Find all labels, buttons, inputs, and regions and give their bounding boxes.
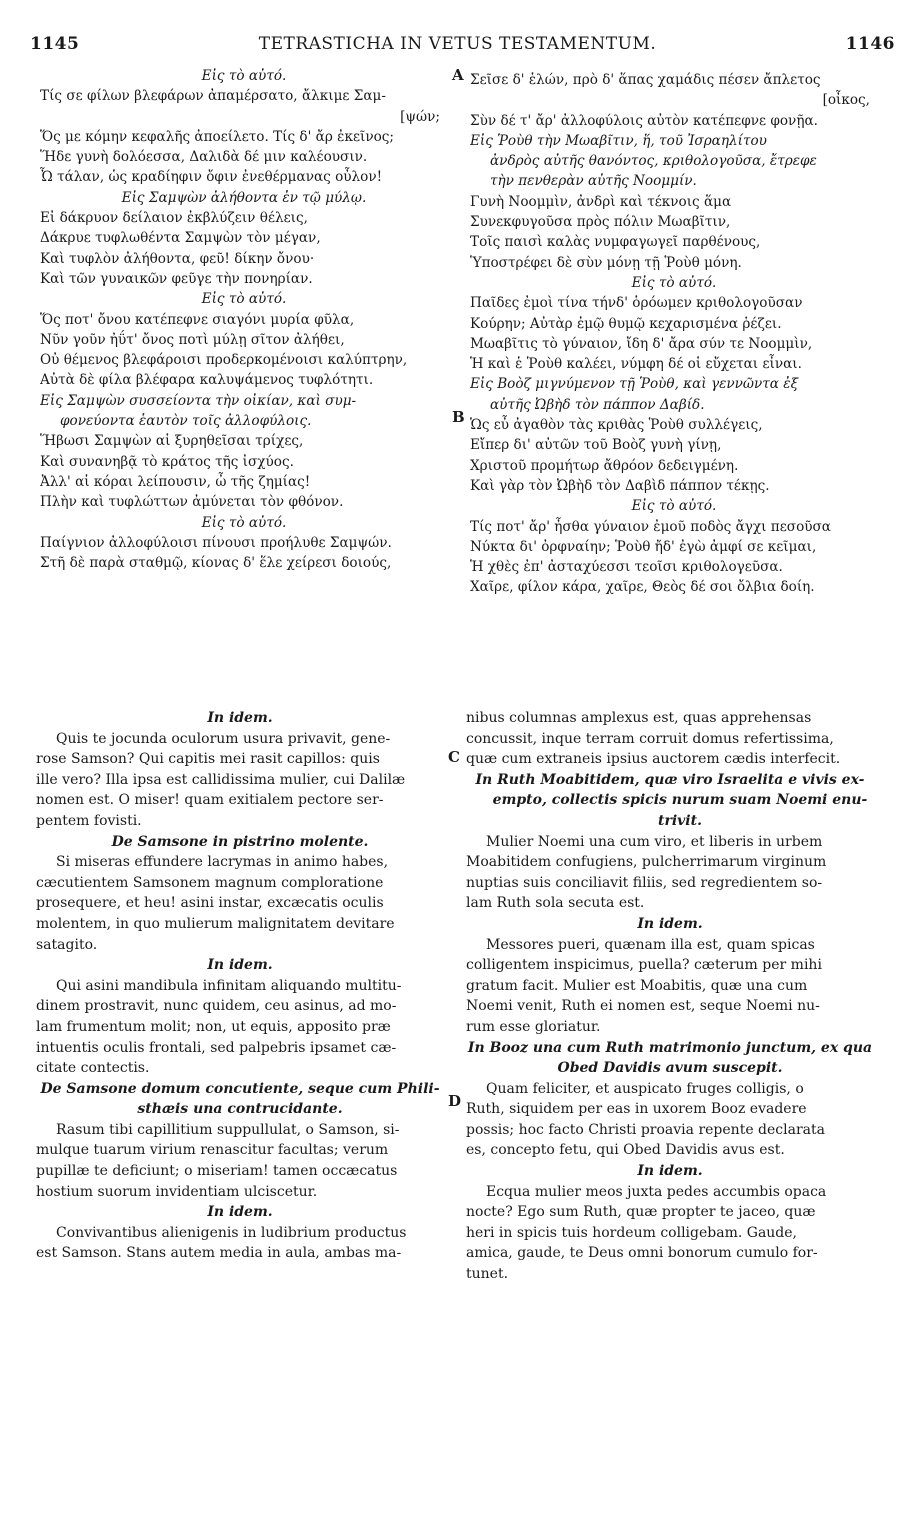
text-line: Καὶ τυφλὸν ἀλήθοντα, φεῦ! δίκην ὄνου· [40,250,315,267]
section-heading: In idem. [637,1163,703,1180]
text-line: ille vero? Illa ipsa est callidissima mulier, cui Dalilæ [36,771,406,788]
running-title: TETRASTICHA IN VETUS TESTAMENTUM. [258,34,657,54]
text-line: molentem, in quo mulierum malignitatem devitare [36,915,395,932]
text-line: Noemi venit, Ruth ei nomen est, seque Noemi nu- [466,998,820,1015]
page-number-right: 1146 [845,34,895,54]
text-line: Οὐ θέμενος βλεφάροισι προδερκομένοισι καλύπτρην, [40,352,408,369]
text-line: pentem fovisti. [36,812,142,829]
text-line: Ἀλλ' αἱ κόραι λείπουσιν, ὦ τῆς ζημίας! [40,473,311,490]
text-line: intuentis oculis frontali, sed palpebris ipsamet cæ- [36,1039,397,1056]
section-heading: φονεύοντα ἑαυτὸν τοῖς ἀλλοφύλοις. [60,413,312,430]
text-line: Ὅς με κόμην κεφαλῆς ἀποείλετο. Τίς δ' ἄρ ἐκεῖνος; [40,128,394,145]
section-heading: αὐτῆς Ὠβὴδ τὸν πάππον Δαβίδ. [490,396,705,413]
text-line: gratum facit. Mulier est Moabitis, quæ una cum [466,977,808,994]
text-line: Si miseras effundere lacrymas in animo habes, [56,854,389,871]
text-line: Τοῖς παισὶ καλὰς νυμφαγωγεῖ παρθένους, [470,234,761,251]
text-line: Χαῖρε, φίλον κάρα, χαῖρε, Θεὸς δέ σοι ὄλβια δοίη. [470,579,815,596]
section-heading: Εἰς Σαμψὼν ἀλήθοντα ἐν τῷ μύλῳ. [121,189,367,206]
text-line: rum esse gloriatur. [466,1018,601,1035]
text-line: Εἴπερ δι' αὐτῶν τοῦ Βοὸζ γυνὴ γίνῃ, [470,437,722,454]
text-line: Καὶ συνανηβᾷ τὸ κράτος τῆς ἰσχύος. [40,453,294,470]
section-heading: Obed Davidis avum suscepit. [557,1060,783,1077]
section-heading: In idem. [637,915,703,932]
text-line: cæcutientem Samsonem magnum comploratione [36,874,384,891]
text-line: nocte? Ego sum Ruth, quæ propter te jaceo, quæ [466,1204,816,1221]
text-line: Παίγνιον ἀλλοφύλοισι πίνουσι προήλυθε Σαμψών. [40,534,392,551]
text-line: pupillæ te deficiunt; o miseriam! tamen occæcatus [36,1163,398,1180]
section-heading: Εἰς τὸ αὐτό. [201,514,287,531]
greek-column-right [470,70,878,598]
section-heading: In idem. [207,957,273,974]
text-line: lam frumentum molit; non, ut equis, apposito præ [36,1018,391,1035]
text-line: Νῦν γοῦν ἠΰτ' ὄνος ποτὶ μύλῃ σῖτον ἀλήθει, [40,331,345,348]
text-line: nibus columnas amplexus est, quas apprehensas [466,710,812,726]
latin-column-left [36,708,444,1264]
text-line: est Samson. Stans autem media in aula, ambas ma- [36,1245,402,1262]
text-line: [οἶκος, [822,92,870,109]
section-heading: De Samsone domum concutiente, seque cum Phili- [40,1080,440,1097]
text-line: Messores pueri, quænam illa est, quam spicas [486,936,815,953]
text-line: Σὺν δέ τ' ἄρ' ἀλλοφύλοις αὐτὸν κατέπεφνε φονῇα. [470,112,818,129]
text-line: Ἥβωσι Σαμψὼν αἱ ξυρηθεῖσαι τρίχες, [40,433,304,450]
text-line: colligentem inspicimus, puella? cæterum per mihi [466,957,822,974]
section-heading: empto, collectis spicis nurum suam Noemi enu- [492,792,868,809]
text-line: Ruth, siquidem per eas in uxorem Booz evadere [466,1101,807,1118]
margin-letter-d: D [448,1092,462,1110]
text-line: Ecqua mulier meos juxta pedes accumbis opaca [486,1183,827,1200]
margin-letter-b: B [452,408,465,426]
text-line: Mulier Noemi una cum viro, et liberis in urbem [486,833,823,850]
section-heading: Εἰς τὸ αὐτό. [631,274,717,291]
text-line: Κούρην; Αὐτὰρ ἐμῷ θυμῷ κεχαρισμένα ῥέζει. [470,315,782,332]
text-line: tunet. [466,1266,509,1283]
text-line: Δάκρυε τυφλωθέντα Σαμψὼν τὸν μέγαν, [40,230,321,247]
text-line: Quis te jocunda oculorum usura privavit, gene- [56,730,391,747]
text-line: amica, gaude, te Deus omni bonorum cumulo for- [466,1245,818,1262]
text-line: Νύκτα δι' ὀρφναίην; Ῥοὺθ ἤδ' ἐγὼ ἀμφί σε κεῖμαι, [470,538,817,555]
section-heading: Εἰς Σαμψὼν συσσείοντα τὴν οἰκίαν, καὶ συμ- [40,392,357,409]
section-heading: sthæis una contrucidante. [137,1101,343,1118]
section-heading: In idem. [207,710,273,726]
text-line: Qui asini mandibula infinitam aliquando multitu- [56,977,402,994]
text-line: Quam feliciter, et auspicato fruges colligis, o [486,1080,804,1097]
text-line: Convivantibus alienigenis in ludibrium productus [56,1224,407,1241]
text-line: Rasum tibi capillitium suppullulat, o Samson, si- [56,1121,400,1138]
text-line: heri in spicis tuis hordeum colligebam. Gaude, [466,1224,798,1241]
text-line: Moabitidem confugiens, pulcherrimarum virginum [466,854,827,871]
text-line: Εἰ δάκρυον δείλαιον ἐκβλύζειν θέλεις, [40,210,308,227]
greek-column-left [40,66,448,573]
section-heading: Εἰς Ῥοὺθ τὴν Μωαβῖτιν, ἥ, τοῦ Ἰσραηλίτου [470,132,767,149]
section-heading: In Booz una cum Ruth matrimonio junctum, ex qua [467,1039,873,1056]
text-line: Ὑποστρέφει δὲ σὺν μόνῃ τῇ Ῥοὺθ μόνη. [470,254,742,271]
text-line: es, concepto fetu, qui Obed Davidis avus est. [466,1142,785,1159]
section-heading: trivit. [658,812,702,829]
text-line: possis; hoc facto Christi proavia repente declarata [466,1121,825,1138]
page-number-left: 1145 [30,34,80,54]
text-line: Τίς ποτ' ἄρ' ἦσθα γύναιον ἐμοῦ ποδὸς ἄγχι πεσοῦσα [470,518,831,535]
text-line: Πλὴν καὶ τυφλώττων ἀμύνεται τὸν φθόνον. [40,494,344,511]
text-line: mulque tuarum virium renascitur facultas; verum [36,1142,389,1159]
text-line: Καὶ τῶν γυναικῶν φεῦγε τὴν πονηρίαν. [40,270,313,287]
text-line: Ὅς ποτ' ὄνου κατέπεφνε σιαγόνι μυρία φῦλα, [40,311,355,328]
text-line: Σεῖσε δ' ἑλών, πρὸ δ' ἅπας χαμάδις πέσεν ἄπλετος [470,72,821,88]
text-line: satagito. [36,936,98,953]
section-heading: ἀνδρὸς αὐτῆς θανόντος, κριθολογοῦσα, ἔτρεφε [490,153,817,170]
text-line: quæ cum extraneis ipsius auctorem cædis interfecit. [466,751,841,768]
section-heading: Εἰς τὸ αὐτό. [631,498,717,515]
text-line: Ὡς εὖ ἀγαθὸν τὰς κριθὰς Ῥοὺθ συλλέγεις, [470,417,763,434]
text-line: citate contectis. [36,1060,150,1077]
section-heading: In idem. [207,1204,273,1221]
text-line: Ἥδε γυνὴ δολόεσσα, Δαλιδὰ δέ μιν καλέουσιν. [40,149,368,166]
text-line: prosequere, et heu! asini instar, excæcatis oculis [36,895,384,912]
section-heading: In Ruth Moabitidem, quæ viro Israelita e vivis ex- [475,771,865,788]
section-heading: Εἰς τὸ αὐτό. [201,291,287,308]
text-line: concussit, inque terram corruit domus refertissima, [466,730,834,747]
text-line: Στῆ δὲ παρὰ σταθμῷ, κίονας δ' ἕλε χείρεσι δοιούς, [40,555,392,572]
margin-letter-c: C [448,748,460,766]
text-line: Καὶ γὰρ τὸν Ὠβὴδ τὸν Δαβὶδ πάππον τέκῃς. [470,477,770,494]
text-line: Παῖδες ἐμοὶ τίνα τήνδ' ὁρόωμεν κριθολογοῦσαν [470,295,803,312]
latin-column-right [466,708,874,1285]
text-line: Γυνὴ Νοομμὶν, ἀνδρὶ καὶ τέκνοις ἅμα [470,193,732,210]
text-line: nomen est. O miser! quam exitialem pectore ser- [36,792,384,809]
margin-letter-a: A [452,66,464,84]
section-heading: Εἰς τὸ αὐτό. [201,68,287,84]
text-line: Χριστοῦ προμήτωρ ἄθρόον δεδειγμένη. [470,457,739,474]
section-heading: Εἰς Βοὸζ μιγνύμενον τῇ Ῥοὺθ, καὶ γεννῶντα ἐξ [470,376,799,393]
section-heading: τὴν πενθερὰν αὐτῆς Νοομμίν. [490,173,697,190]
text-line: lam Ruth sola secuta est. [466,895,645,912]
text-line: [ψών; [400,108,440,125]
section-heading: De Samsone in pistrino molente. [111,833,369,850]
text-line: Αὐτὰ δὲ φίλα βλέφαρα καλυψάμενος τυφλότητι. [40,372,374,389]
running-header [20,34,895,60]
text-line: nuptias suis conciliavit filiis, sed regredientem so- [466,874,823,891]
text-line: Ὦ τάλαν, ὡς κραδίηφιν ὄφιν ἐνεθέρμανας οὖλον! [40,169,383,186]
text-line: Ἡ χθὲς ἐπ' ἀσταχύεσσι τεοῖσι κριθολογεῦσα. [470,559,783,576]
text-line: Συνεκφυγοῦσα πρὸς πόλιν Μωαβῖτιν, [470,214,731,231]
text-line: rose Samson? Qui capitis mei rasit capillos: quis [36,751,380,768]
text-line: Ἡ καὶ ἑ Ῥοὺθ καλέει, νύμφη δέ οἱ εὔχεται εἶναι. [470,356,802,373]
text-line: dinem prostravit, nunc quidem, ceu asinus, ad mo- [36,998,397,1015]
text-line: Τίς σε φίλων βλεφάρων ἀπαμέρσατο, ἄλκιμε Σαμ- [40,88,386,105]
text-line: Μωαβῖτις τὸ γύναιον, ἴδη δ' ἄρα σύν τε Νοομμὶν, [470,335,813,352]
text-line: hostium suorum invidentiam ulciscetur. [36,1183,318,1200]
